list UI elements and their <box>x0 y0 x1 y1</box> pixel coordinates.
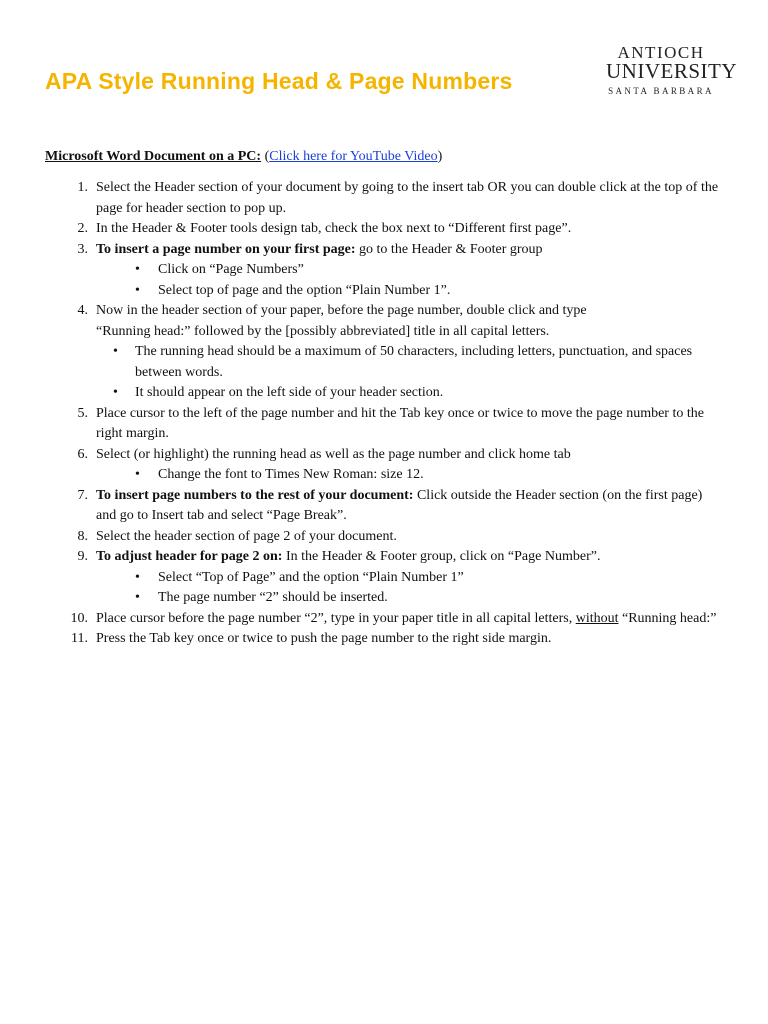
step-text: Place cursor to the left of the page number and hit the Tab key once or twice to move the page number to the right margin. <box>96 405 704 441</box>
bullet-text: Click on “Page Numbers” <box>158 262 304 277</box>
step-text: In the Header & Footer tools design tab, check the box next to “Different first page”. <box>96 221 572 236</box>
list-item <box>45 609 725 630</box>
bullet-text: It should appear on the left side of your header section. <box>135 385 444 400</box>
item-number: 10. <box>70 610 88 626</box>
bullet-text: Change the font to Times New Roman: size 12. <box>158 467 424 482</box>
bullet-icon: • <box>135 467 140 482</box>
list-item <box>45 219 725 240</box>
sub-bullet <box>45 588 725 609</box>
step-text-end: “Running head:” <box>618 610 717 626</box>
sub-bullet <box>45 383 725 404</box>
logo-line-antioch: ANTIOCH <box>617 43 705 62</box>
bullet-icon: • <box>113 385 118 400</box>
step-text: go to the Header & Footer group <box>355 241 543 257</box>
item-number: 3. <box>77 241 88 257</box>
step-text: Click outside the Header section (on the first page) and go to Insert tab and select “Page Break”. <box>96 487 703 523</box>
step-text: Select (or highlight) the running head as well as the page number and click home tab <box>96 446 571 462</box>
step-bold-text: To insert a page number on your first page: <box>96 241 356 257</box>
bullet-icon: • <box>135 262 140 277</box>
item-number: 8. <box>77 528 88 544</box>
list-item <box>45 404 725 445</box>
item-number: 5. <box>77 405 88 421</box>
logo-line-campus: SANTA BARBARA <box>608 86 714 96</box>
bullet-text: Select “Top of Page” and the option “Plain Number 1” <box>158 569 464 585</box>
step-text: In the Header & Footer group, click on “Page Number”. <box>282 549 601 564</box>
step-bold-text: To adjust header for page 2 on: <box>96 549 283 564</box>
item-number: 9. <box>77 549 88 564</box>
underlined-word: without <box>575 610 619 626</box>
step-text: Now in the header section of your paper, before the page number, double click and type <box>96 303 587 318</box>
sub-bullet <box>45 260 725 281</box>
bullet-icon: • <box>135 282 140 298</box>
bullet-text: The page number “2” should be inserted. <box>158 590 388 605</box>
step-bold-text: To insert page numbers to the rest of your document: <box>96 487 414 503</box>
list-item <box>45 527 725 548</box>
section-heading-text: Microsoft Word Document on a PC: <box>45 149 262 164</box>
list-item <box>45 301 725 342</box>
item-number: 6. <box>77 446 88 462</box>
step-text: Select the Header section of your document by going to the insert tab OR you can double click at the top of the page for header section to pop up. <box>96 180 719 216</box>
list-item <box>45 178 725 219</box>
bullet-icon: • <box>135 590 140 605</box>
list-item <box>45 445 725 466</box>
item-number: 4. <box>77 303 88 318</box>
bullet-text: Select top of page and the option “Plain Number 1”. <box>158 282 451 298</box>
sub-bullet <box>45 342 725 383</box>
list-item <box>45 486 725 527</box>
item-number: 7. <box>77 487 88 503</box>
step-text: Place cursor before the page number “2”, type in your paper title in all capital letters, <box>96 610 576 626</box>
bullet-icon: • <box>135 569 140 585</box>
youtube-video-link[interactable]: Click here for YouTube Video <box>269 149 438 164</box>
item-number: 1. <box>77 180 88 195</box>
instruction-list <box>45 178 725 650</box>
section-heading <box>45 149 442 165</box>
item-number: 2. <box>77 221 88 236</box>
paren-open: ( <box>261 149 270 164</box>
step-text: Select the header section of page 2 of your document. <box>96 528 397 544</box>
bullet-text: The running head should be a maximum of 50 characters, including letters, punctuation, and spaces between words. <box>135 344 693 380</box>
step-text: Press the Tab key once or twice to push the page number to the right side margin. <box>96 631 552 646</box>
bullet-icon: • <box>113 344 118 359</box>
list-item <box>45 547 725 568</box>
sub-bullet <box>45 281 725 302</box>
antioch-university-logo <box>606 43 737 97</box>
item-number: 11. <box>71 631 88 646</box>
list-item <box>45 629 725 650</box>
sub-bullet <box>45 465 725 486</box>
sub-bullet <box>45 568 725 589</box>
page-title: APA Style Running Head & Page Numbers <box>45 68 513 94</box>
step-text-line2: “Running head:” followed by the [possibly abbreviated] title in all capital letters. <box>96 323 550 339</box>
logo-line-university: UNIVERSITY <box>606 59 737 83</box>
paren-close: ) <box>437 149 443 164</box>
list-item <box>45 240 725 261</box>
